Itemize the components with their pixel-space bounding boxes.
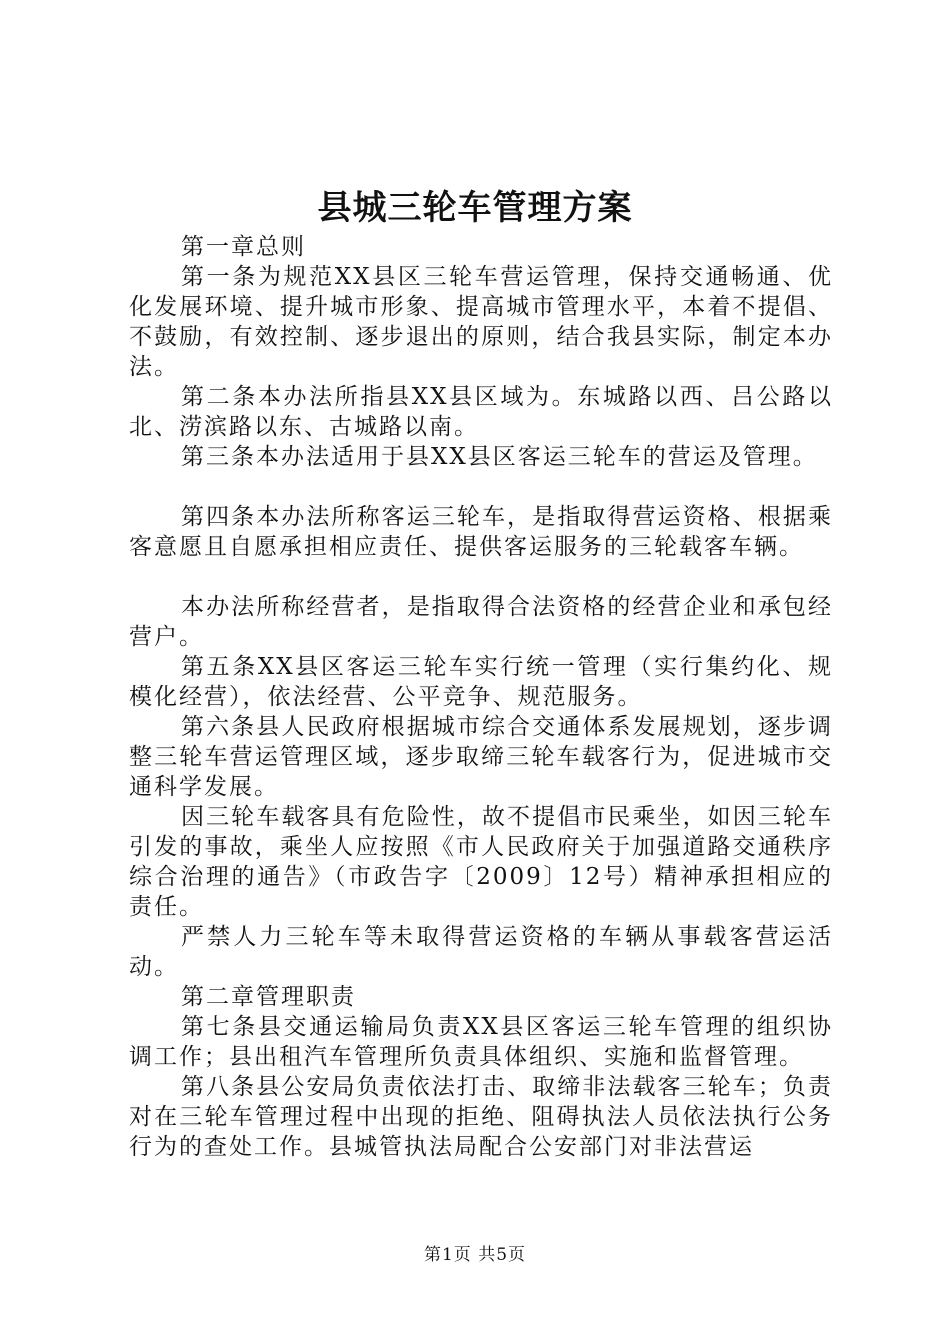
article-paragraph: 严禁人力三轮车等未取得营运资格的车辆从事载客营运活动。	[129, 924, 833, 980]
chapter-heading: 第一章总则	[181, 234, 306, 260]
article-paragraph: 第三条本办法适用于县XX县区客运三轮车的营运及管理。	[181, 444, 818, 470]
chapter-heading: 第二章管理职责	[181, 984, 356, 1010]
article-paragraph: 第二条本办法所指县XX县区域为。东城路以西、吕公路以北、涝滨路以东、古城路以南。	[129, 384, 833, 440]
article-paragraph: 第七条县交通运输局负责XX县区客运三轮车管理的组织协调工作；县出租汽车管理所负责具体组织、实施和监督管理。	[129, 1014, 833, 1070]
document-title: 县城三轮车管理方案	[317, 188, 633, 228]
article-paragraph: 第六条县人民政府根据城市综合交通体系发展规划，逐步调整三轮车营运管理区域，逐步取缔三轮车载客行为，促进城市交通科学发展。	[129, 714, 833, 800]
article-paragraph: 因三轮车载客具有危险性，故不提倡市民乘坐，如因三轮车引发的事故，乘坐人应按照《市人民政府关于加强道路交通秩序综合治理的通告》（市政告字〔2009〕12号）精神承担相应的责任。	[129, 804, 833, 920]
article-paragraph: 第四条本办法所称客运三轮车，是指取得营运资格、根据乘客意愿且自愿承担相应责任、提供客运服务的三轮载客车辆。	[129, 504, 833, 560]
article-paragraph: 本办法所称经营者，是指取得合法资格的经营企业和承包经营户。	[129, 594, 833, 650]
article-paragraph: 第五条XX县区客运三轮车实行统一管理（实行集约化、规模化经营），依法经营、公平竞争、规范服务。	[129, 654, 833, 710]
article-paragraph: 第八条县公安局负责依法打击、取缔非法载客三轮车；负责对在三轮车管理过程中出现的拒绝、阻碍执法人员依法执行公务行为的查处工作。县城管执法局配合公安部门对非法营运	[129, 1074, 833, 1160]
article-paragraph: 第一条为规范XX县区三轮车营运管理，保持交通畅通、优化发展环境、提升城市形象、提高城市管理水平，本着不提倡、不鼓励，有效控制、逐步退出的原则，结合我县实际，制定本办法。	[129, 264, 833, 380]
document-body	[129, 232, 833, 1162]
page-footer: 第1页 共5页	[423, 1245, 527, 1265]
